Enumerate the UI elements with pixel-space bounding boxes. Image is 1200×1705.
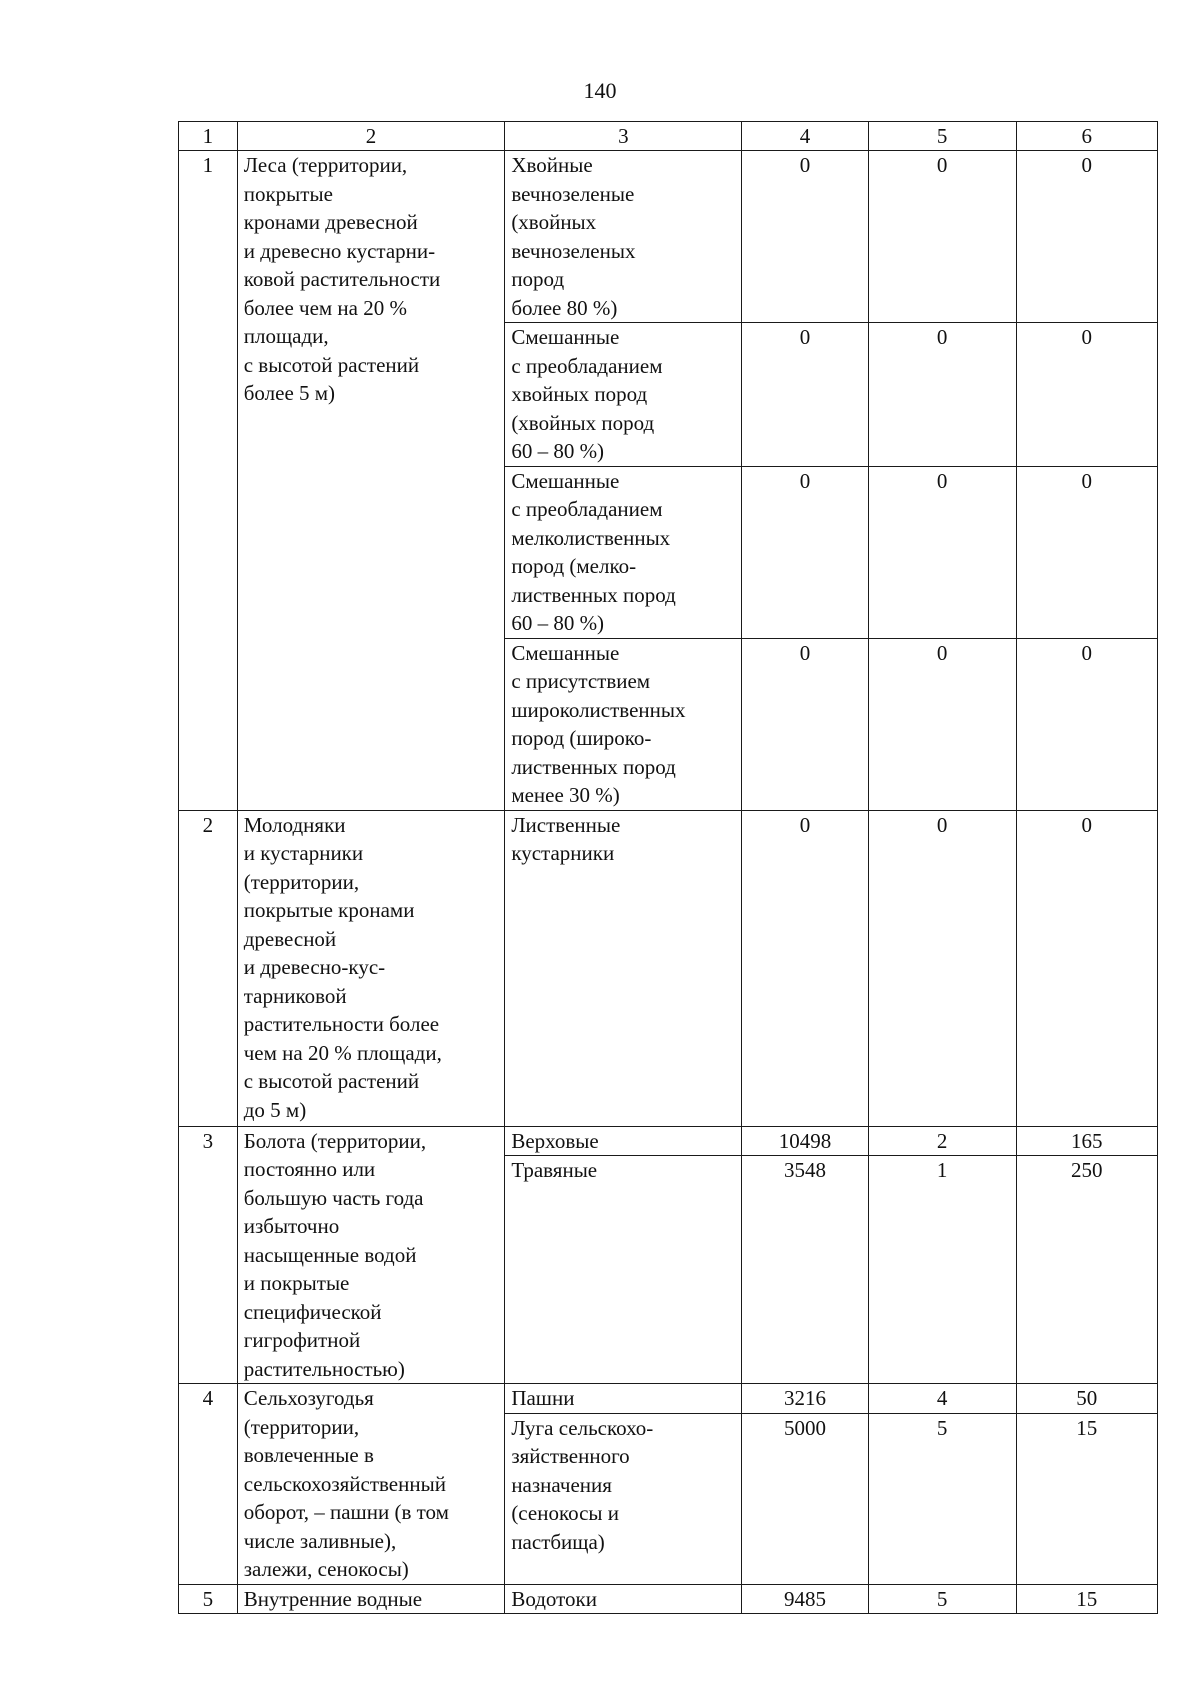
category-name: Леса (территории, покрытые кронами древесной и древесно кустарни- ковой растительности более чем на 20 % площади, с высотой растений более 5 м) — [237, 151, 505, 811]
value-col-5: 5 — [868, 1413, 1016, 1584]
value-col-5: 0 — [868, 466, 1016, 638]
value-col-4: 0 — [742, 323, 868, 467]
table-row — [179, 151, 1158, 323]
value-col-4: 0 — [742, 466, 868, 638]
subtype-name: Смешанные с присутствием широколиственных пород (широко- лиственных пород менее 30 %) — [505, 638, 742, 810]
value-col-5: 0 — [868, 151, 1016, 323]
value-col-6: 50 — [1016, 1384, 1157, 1414]
value-col-5: 2 — [868, 1126, 1016, 1156]
value-col-5: 0 — [868, 638, 1016, 810]
table-row — [179, 1384, 1158, 1414]
row-number: 2 — [179, 810, 238, 1126]
page-number: 140 — [583, 78, 617, 103]
category-name: Сельхозугодья (территории, вовлеченные в сельскохозяйственный оборот, – пашни (в том числе заливные), залежи, сенокосы) — [237, 1384, 505, 1585]
row-number: 5 — [179, 1584, 238, 1614]
column-header-5: 5 — [868, 122, 1016, 151]
value-col-4: 3548 — [742, 1156, 868, 1384]
row-number: 3 — [179, 1126, 238, 1384]
subtype-name: Водотоки — [505, 1584, 742, 1614]
value-col-6: 0 — [1016, 151, 1157, 323]
subtype-name: Травяные — [505, 1156, 742, 1384]
table-header-row — [179, 122, 1158, 151]
value-col-5: 0 — [868, 323, 1016, 467]
value-col-4: 3216 — [742, 1384, 868, 1414]
value-col-6: 0 — [1016, 810, 1157, 1126]
value-col-5: 5 — [868, 1584, 1016, 1614]
table-row — [179, 1126, 1158, 1156]
value-col-6: 15 — [1016, 1413, 1157, 1584]
subtype-name: Хвойные вечнозеленые (хвойных вечнозеленых пород более 80 %) — [505, 151, 742, 323]
category-name: Болота (территории, постоянно или большую часть года избыточно насыщенные водой и покрытые специфической гигрофитной растительностью) — [237, 1126, 505, 1384]
value-col-5: 0 — [868, 810, 1016, 1126]
value-col-6: 0 — [1016, 323, 1157, 467]
value-col-4: 5000 — [742, 1413, 868, 1584]
subtype-name: Верховые — [505, 1126, 742, 1156]
subtype-name: Луга сельскохо- зяйственного назначения (сенокосы и пастбища) — [505, 1413, 742, 1584]
category-name: Молодняки и кустарники (территории, покрытые кронами древесной и древесно-кус- тарниковой растительности более чем на 20 % площади, с высотой растений до 5 м) — [237, 810, 505, 1126]
column-header-3: 3 — [505, 122, 742, 151]
value-col-4: 0 — [742, 810, 868, 1126]
subtype-name: Пашни — [505, 1384, 742, 1414]
row-number: 4 — [179, 1384, 238, 1585]
value-col-6: 0 — [1016, 466, 1157, 638]
value-col-4: 10498 — [742, 1126, 868, 1156]
value-col-6: 15 — [1016, 1584, 1157, 1614]
value-col-4: 0 — [742, 638, 868, 810]
value-col-6: 165 — [1016, 1126, 1157, 1156]
value-col-5: 4 — [868, 1384, 1016, 1414]
subtype-name: Лиственные кустарники — [505, 810, 742, 1126]
subtype-name: Смешанные с преобладанием хвойных пород (хвойных пород 60 – 80 %) — [505, 323, 742, 467]
subtype-name: Смешанные с преобладанием мелколиственных пород (мелко- лиственных пород 60 – 80 %) — [505, 466, 742, 638]
column-header-1: 1 — [179, 122, 238, 151]
land-cover-table — [178, 121, 1158, 1614]
category-name: Внутренние водные — [237, 1584, 505, 1614]
column-header-6: 6 — [1016, 122, 1157, 151]
value-col-4: 9485 — [742, 1584, 868, 1614]
value-col-6: 0 — [1016, 638, 1157, 810]
column-header-2: 2 — [237, 122, 505, 151]
value-col-4: 0 — [742, 151, 868, 323]
value-col-5: 1 — [868, 1156, 1016, 1384]
table-row — [179, 1584, 1158, 1614]
column-header-4: 4 — [742, 122, 868, 151]
row-number: 1 — [179, 151, 238, 811]
table-row — [179, 810, 1158, 1126]
value-col-6: 250 — [1016, 1156, 1157, 1384]
